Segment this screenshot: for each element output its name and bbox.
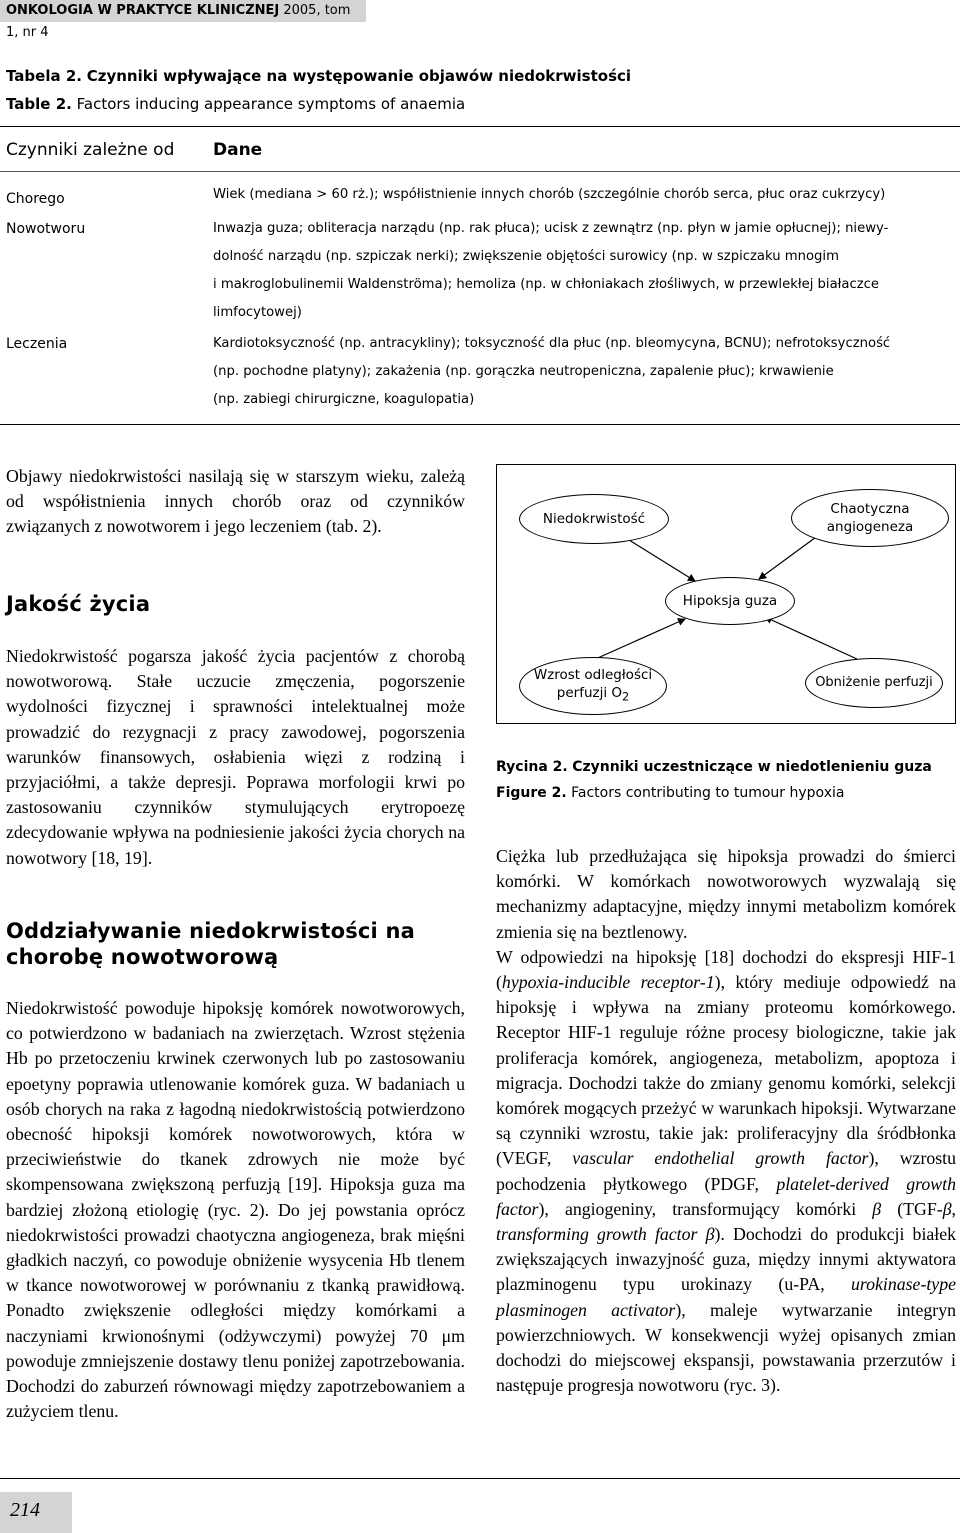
node-reduced-perfusion: Obniżenie perfuzji — [805, 658, 943, 708]
section-heading-quality-of-life: Jakość życia — [6, 592, 151, 616]
node-line: perfuzji O — [556, 684, 623, 701]
text-run: W odpowiedzi na hipoksję [18] dochodzi do ekspresji HIF-1 ( — [496, 946, 956, 993]
text-run: ), który mediuje odpowiedź na hipoksję i wpływa na zmiany proteomu komórkowego. Receptor HIF-1 reguluje różne procesy biologiczne, takie jak proliferacja komórek, angiogeneza, metabolizm, apoptoza i migracja. Dochodzi także do zmiany genomu komórki, selekcji komórek mogących przeżyć w warunkach hipoksji. Wytwarzane są czynniki wzrostu, takie jak: proliferacyjny dla śródbłonka (VEGF, — [496, 972, 956, 1169]
arrow-distance-to-hypoxia — [591, 619, 685, 661]
figure-title-en: Factors contributing to tumour hypoxia — [571, 785, 845, 801]
journal-name: ONKOLOGIA W PRAKTYCE KLINICZNEJ — [6, 3, 280, 18]
intro-paragraph: Objawy niedokrwistości nasilają się w starszym wieku, zależą od współistnienia innych chorób oraz od czynników związanych z nowotworem i jego leczeniem (tab. 2). — [6, 466, 465, 537]
row-data-treatment — [213, 330, 957, 414]
text-run: ). Dochodzi do produkcji białek zwiększających inwazyjność guza, między innymi aktywatora plazminogenu typu urokinazy (u-PA, — [496, 1224, 956, 1295]
row-line: limfocytowej) — [213, 305, 302, 320]
figure-caption-en — [496, 783, 844, 803]
figure-label-pl: Rycina 2. — [496, 759, 568, 775]
italic-term: transforming growth factor β — [496, 1224, 715, 1245]
figure-box — [496, 464, 956, 724]
row-line: dolność narządu (np. szpiczak nerki); zwiększenie objętości surowicy (np. w szpiczaku mnogim — [213, 249, 839, 264]
hypoxia-paragraph: Ciężka lub przedłużająca się hipoksja prowadzi do śmierci komórki. W komórkach nowotworowych wyzwalają się mechanizmy adaptacyjne, między innymi metabolizm komórek zmienia się na beztlenowy. — [496, 846, 956, 942]
node-line: angiogeneza — [826, 519, 914, 535]
row-label-tumor: Nowotworu — [6, 221, 86, 237]
node-subscript: 2 — [622, 690, 630, 704]
page-number: 214 — [10, 1499, 40, 1521]
table-label-en: Table 2. — [6, 95, 72, 113]
table-label-pl: Tabela 2. — [6, 67, 82, 85]
node-line: Wzrost odległości — [533, 666, 653, 683]
node-tumor-hypoxia: Hipoksja guza — [665, 577, 795, 625]
italic-term: β — [942, 1198, 952, 1219]
text-run: ), maleje wytwarzanie integryn powierzchniowych. W konsekwencji wyżej opisanych zmian dochodzi do miejscowej ekspansji, powstawania przerzutów i następuje progresja nowotworu (ryc. 3). — [496, 1299, 956, 1396]
table-header-rule — [0, 171, 960, 172]
right-column-text — [496, 844, 956, 1398]
italic-term: urokinase-type plasminogen activator — [496, 1274, 956, 1320]
table-col1-header: Czynniki zależne od — [6, 140, 175, 160]
figure-title-pl: Czynniki uczestniczące w niedotlenieniu guza — [572, 759, 932, 775]
text-run: ), wzrostu pochodzenia płytkowego (PDGF, — [496, 1148, 957, 1194]
heading-line: chorobę nowotworową — [6, 945, 279, 969]
arrow-perfusion-to-hypoxia — [765, 617, 857, 659]
journal-header — [0, 0, 366, 40]
quality-of-life-paragraph: Niedokrwistość pogarsza jakość życia pacjentów z chorobą nowotworową. Stałe uczucie zmęczenia, pogorszenie wydolności fizycznej i sprawności intelektualnej może prowadzić do rezygnacji z pracy zawodowej, pogorszenia warunków finansowych, osłabienia więzi z rodziną i przyjaciółmi, a także depresji. Poprawa morfologii krwi po zastosowaniu czynników stymulujących erytropoezę zdecydowanie wpływa na podniesienie jakości życia chorych na nowotwory [18, 19]. — [6, 646, 465, 868]
table-title-pl: Czynniki wpływające na występowanie objawów niedokrwistości — [86, 67, 632, 85]
table-bottom-rule — [0, 424, 960, 425]
row-label-treatment: Leczenia — [6, 336, 68, 352]
arrow-anemia-to-hypoxia — [621, 535, 695, 581]
table-top-rule — [0, 126, 960, 127]
node-increased-distance — [519, 657, 667, 715]
row-line: Inwazja guza; obliteracja narządu (np. rak płuca); ucisk z zewnątrz (np. płyn w jamie opłucnej); niewy- — [213, 221, 889, 236]
text-run: , — [951, 1198, 956, 1219]
node-anemia: Niedokrwistość — [519, 494, 669, 544]
table-col2-header: Dane — [213, 140, 263, 160]
row-line: i makroglobulinemii Waldenströma); hemoliza (np. w chłoniakach złośliwych, w przewlekłej białaczce — [213, 277, 880, 292]
node-chaotic-angiogenesis — [791, 489, 949, 547]
row-label-patient: Chorego — [6, 191, 65, 207]
footer-rule — [0, 1478, 960, 1479]
anemia-impact-paragraph: Niedokrwistość powoduje hipoksję komórek nowotworowych, co potwierdzono w badaniach na zwierzętach. Wzrost stężenia Hb po przetoczeniu krwinek czerwonych lub po zastosowaniu epoetyny poprawia utlenowanie komórek guza. W badaniach u osób chorych na raka z łagodną niedokrwistością potwierdzono obecność hipoksji komórek nowotworowych, która w przeciwieństwie do tkanek zdrowych nie może być skompensowana zwiększoną perfuzją [19]. Hipoksja guza ma bardziej złożoną etiologię (ryc. 2). Do jej powstania oprócz niedokrwistości prowadzi chaotyczna angiogeneza, brak mięśni gładkich naczyń, co powoduje obniżenie wysycenia Hb tlenem w tkance nowotworowej w porównaniu z tkanką prawidłową. Ponadto zwiększenie odległości między komórkami a naczyniami krwionośnymi (odżywczymi) powyżej 70 μm powoduje zmniejszenie dostawy tlenu poniżej zapotrzebowania. Dochodzi do zaburzeń równowagi między zapotrzebowaniem a zużyciem tlenu. — [6, 998, 465, 1422]
node-line: Chaotyczna — [830, 501, 910, 517]
journal-issue: 2005, tom 1, nr 4 — [6, 3, 351, 40]
hif1-paragraph — [496, 945, 956, 1399]
italic-term: β — [872, 1198, 882, 1219]
row-line: (np. zabiegi chirurgiczne, koagulopatia) — [213, 392, 475, 407]
table-caption-pl — [6, 66, 631, 86]
italic-term: vascular endothelial growth factor — [572, 1148, 869, 1169]
table-caption-en — [6, 94, 465, 114]
row-line: (np. pochodne platyny); zakażenia (np. gorączka neutropeniczna, zapalenie płuc); krwawienie — [213, 364, 834, 379]
figure-caption-pl — [496, 757, 932, 777]
row-data-patient — [213, 181, 957, 209]
heading-line: Oddziaływanie niedokrwistości na — [6, 919, 415, 943]
row-data-tumor — [213, 215, 957, 327]
italic-term: platelet-derived growth factor — [496, 1173, 956, 1219]
row-line: Kardiotoksyczność (np. antracykliny); toksyczność dla płuc (np. bleomycyna, BCNU); nefrotoksyczność — [213, 336, 891, 351]
text-run: (TGF- — [881, 1198, 943, 1219]
row-line: Wiek (mediana > 60 rż.); współistnienie innych chorób (szczególnie chorób serca, płuc oraz cukrzycy) — [213, 187, 886, 202]
italic-term: hypoxia-inducible receptor-1 — [501, 972, 715, 993]
section-heading-anemia-impact — [6, 918, 476, 970]
figure-label-en: Figure 2. — [496, 785, 567, 801]
table-title-en: Factors inducing appearance symptoms of anaemia — [76, 95, 466, 113]
text-run: ), angiogeniny, transformujący komórki — [538, 1198, 873, 1219]
